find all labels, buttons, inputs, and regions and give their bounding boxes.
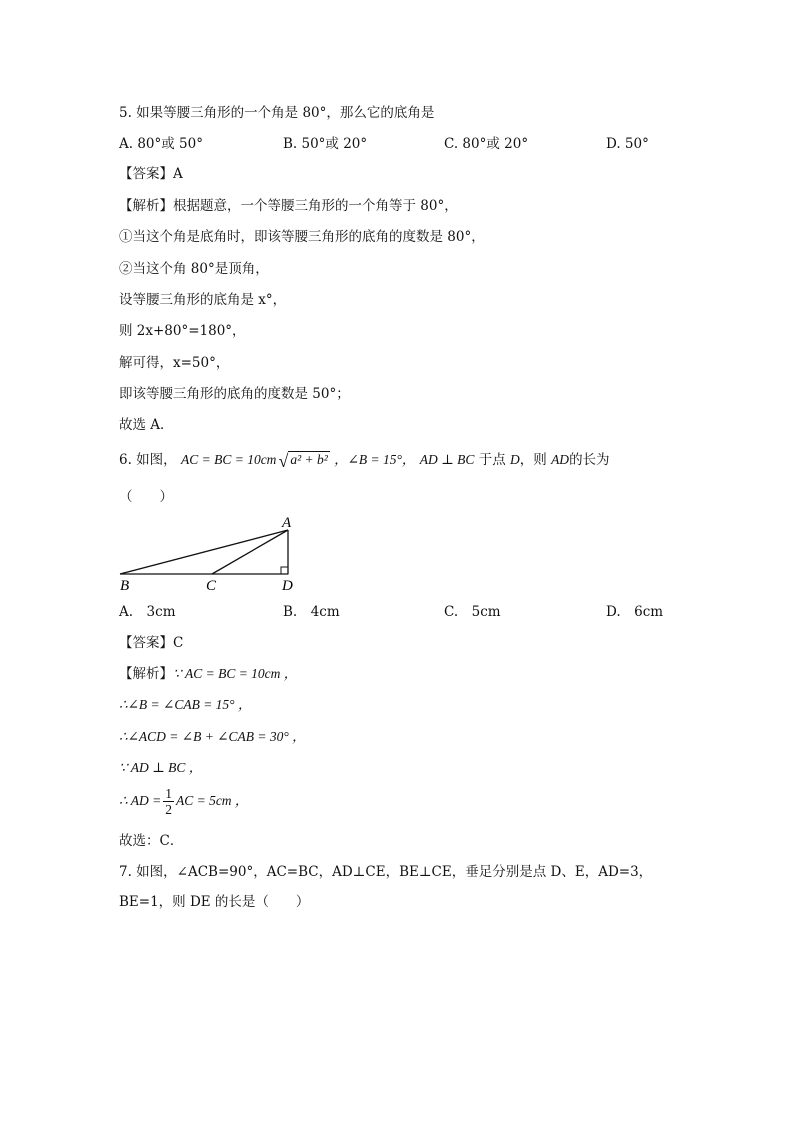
label-d: D — [282, 578, 293, 594]
q6-given-sides: AC = BC = 10cm — [180, 452, 277, 467]
q5-option-c: C. 80°或 20° — [444, 136, 529, 152]
fraction-one-half — [163, 786, 174, 817]
q6-option-b: B. 4cm — [283, 604, 340, 620]
q7-stem-line: 7. 如图，∠ACB=90°，AC=BC，AD⊥CE，BE⊥CE，垂足分别是点 D、E，AD=3， — [119, 864, 653, 880]
q6-perpendicular: AD ⊥ BC — [419, 452, 475, 467]
q6-step-rhs: AC = 5cm ， — [175, 793, 249, 808]
q6-choose: 故选：C． — [119, 833, 184, 849]
fraction-numerator: 1 — [165, 786, 172, 802]
q6-analysis-first — [119, 665, 297, 683]
q5-option-b: B. 50°或 20° — [283, 136, 368, 152]
q5-option-a: A. 80°或 50° — [119, 136, 203, 152]
q6-option-c: C. 5cm — [444, 604, 501, 620]
label-b: B — [120, 578, 130, 594]
q6-given-angle: ，∠B = 15°， — [334, 452, 416, 467]
q5-analysis-line: 解可得，x=50°， — [119, 355, 230, 371]
q6-step: ∴∠B = ∠CAB = 15° ， — [119, 697, 252, 712]
q6-stem — [119, 451, 610, 470]
q5-analysis-line: 设等腰三角形的底角是 x°， — [119, 292, 287, 308]
q5-stem: 5. 如果等腰三角形的一个角是 80°，那么它的底角是 — [119, 105, 435, 121]
q6-step: ∵ AC = BC = 10cm ， — [173, 666, 298, 681]
q5-answer: 【答案】A — [119, 166, 183, 182]
q6-step: ∴∠ACD = ∠B + ∠CAB = 30° ， — [119, 729, 306, 744]
q6-option-d: D. 6cm — [606, 604, 664, 620]
label-c: C — [206, 578, 217, 594]
right-angle-mark — [281, 567, 288, 574]
q5-analysis-line: ①当这个角是底角时，即该等腰三角形的底角的度数是 80°， — [119, 229, 485, 245]
fraction-denominator: 2 — [165, 802, 172, 818]
q6-step-lhs: ∴ AD = — [119, 793, 162, 808]
q5-analysis-line: ②当这个角 80°是顶角， — [119, 261, 269, 277]
q6-triangle-figure — [112, 512, 312, 596]
q6-answer: 【答案】C — [119, 635, 184, 651]
q6-blank: （ ） — [119, 489, 173, 505]
segment-ba — [120, 530, 288, 574]
q6-step: ∵ AD ⊥ BC ， — [119, 760, 203, 775]
label-a: A — [282, 515, 292, 531]
q6-text-then: ，则 — [519, 452, 547, 468]
q6-ad: AD — [551, 452, 570, 467]
segment-ca — [212, 530, 288, 574]
q7-stem-line: BE=1，则 DE 的长是（ ） — [119, 894, 310, 910]
q6-step-fraction — [119, 784, 248, 818]
q6-number: 6. 如图， — [119, 452, 177, 468]
q6-text-length: 的长为 — [569, 452, 610, 468]
q6-option-a: A. 3cm — [119, 604, 176, 620]
q6-sqrt-content: a² + b² — [290, 452, 328, 467]
q5-option-d: D. 50° — [606, 136, 649, 152]
q6-sqrt-expression: √ a² + b² — [278, 451, 328, 471]
q5-analysis-line: 即该等腰三角形的底角的度数是 50°； — [119, 386, 350, 402]
q5-analysis-line: 则 2x+80°=180°， — [119, 323, 246, 339]
q5-analysis-line: 【解析】根据题意，一个等腰三角形的一个角等于 80°， — [119, 198, 458, 214]
q6-text-foot: 于点 — [478, 452, 506, 468]
q5-choose: 故选 A． — [119, 417, 174, 433]
q6-analysis-label: 【解析】 — [119, 666, 173, 682]
q6-point-d: D — [510, 452, 520, 467]
